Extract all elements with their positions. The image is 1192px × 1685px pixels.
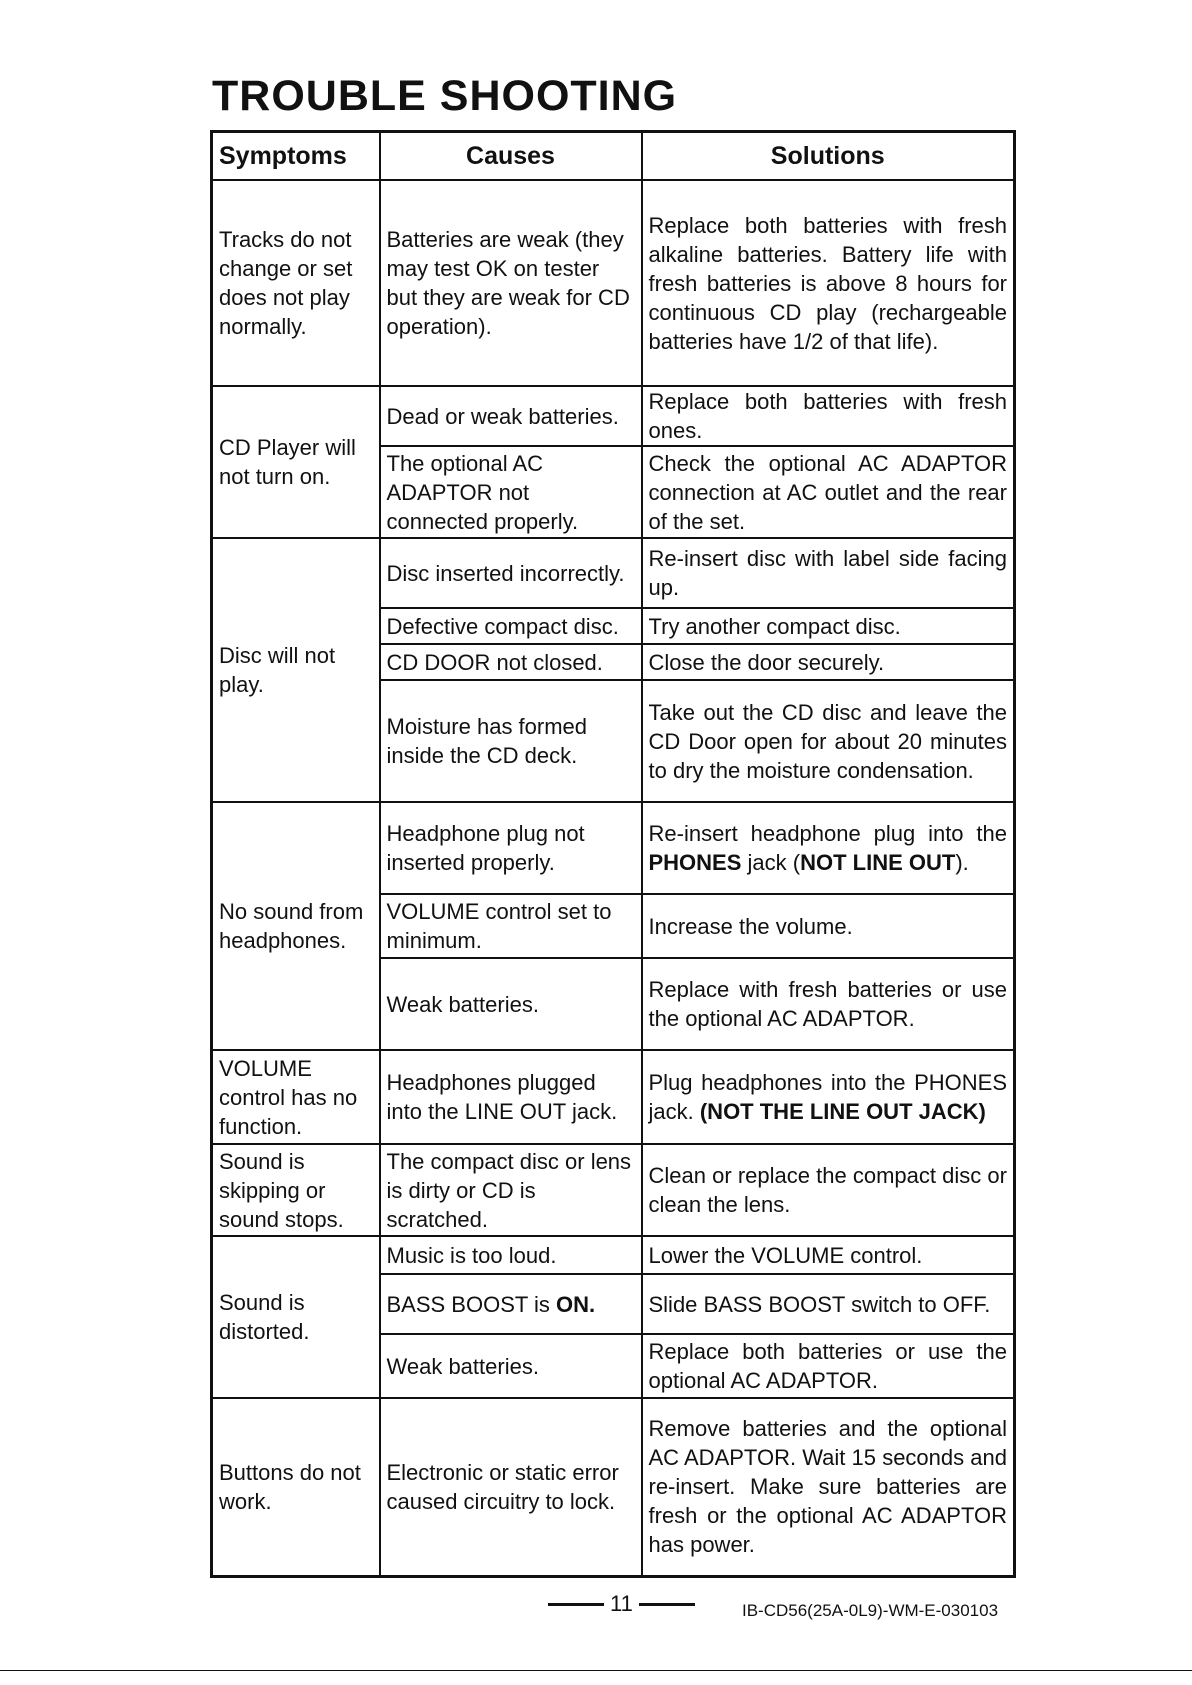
solution-cell: Remove batteries and the optional AC ADAPTOR. Wait 15 seconds and re-insert. Make sure batteries are fresh or the optional AC ADAPTOR has power. bbox=[642, 1398, 1015, 1576]
divider bbox=[0, 1670, 1192, 1671]
solution-text: Plug headphones into the PHONES jack. bbox=[648, 1070, 1007, 1124]
cause-cell: Moisture has formed inside the CD deck. bbox=[380, 680, 642, 802]
solution-cell bbox=[642, 1050, 1015, 1144]
cause-cell: VOLUME control set to minimum. bbox=[380, 894, 642, 958]
solution-cell: Close the door securely. bbox=[642, 644, 1015, 680]
table-row bbox=[212, 1144, 1015, 1236]
document-code: IB-CD56(25A-0L9)-WM-E-030103 bbox=[742, 1601, 999, 1620]
solution-cell: Replace both batteries or use the optional AC ADAPTOR. bbox=[642, 1334, 1015, 1398]
symptom-cell: Sound is distorted. bbox=[212, 1236, 380, 1398]
cause-cell: Weak batteries. bbox=[380, 1334, 642, 1398]
cause-text: BASS BOOST is bbox=[386, 1291, 557, 1317]
solution-cell bbox=[642, 802, 1015, 894]
cause-emphasis: ON. bbox=[556, 1291, 596, 1317]
cause-cell: Music is too loud. bbox=[380, 1236, 642, 1274]
solution-cell: Slide BASS BOOST switch to OFF. bbox=[642, 1274, 1015, 1334]
symptom-cell: CD Player will not turn on. bbox=[212, 386, 380, 538]
symptom-cell: Tracks do not change or set does not play normally. bbox=[212, 180, 380, 386]
table-header-row bbox=[212, 132, 1015, 181]
table-row bbox=[212, 1236, 1015, 1274]
symptom-cell: Disc will not play. bbox=[212, 538, 380, 802]
divider bbox=[639, 1603, 695, 1606]
cause-cell: Defective compact disc. bbox=[380, 608, 642, 644]
table-row bbox=[212, 1398, 1015, 1576]
solution-cell: Replace with fresh batteries or use the optional AC ADAPTOR. bbox=[642, 958, 1015, 1050]
divider bbox=[548, 1603, 604, 1606]
solution-text: Re-insert headphone plug into the bbox=[648, 821, 1007, 846]
cause-cell: The optional AC ADAPTOR not connected properly. bbox=[380, 446, 642, 538]
cause-cell bbox=[380, 1274, 642, 1334]
solution-cell: Replace both batteries with fresh alkaline batteries. Battery life with fresh batteries is above 8 hours for continuous CD play (rechargeable batteries have 1/2 of that life). bbox=[642, 180, 1015, 386]
cause-cell: The compact disc or lens is dirty or CD is scratched. bbox=[380, 1144, 642, 1236]
cause-cell: CD DOOR not closed. bbox=[380, 644, 642, 680]
table-row bbox=[212, 802, 1015, 894]
table-row bbox=[212, 538, 1015, 608]
cause-cell: Weak batteries. bbox=[380, 958, 642, 1050]
cause-cell: Headphone plug not inserted properly. bbox=[380, 802, 642, 894]
solution-cell: Lower the VOLUME control. bbox=[642, 1236, 1015, 1274]
cause-cell: Batteries are weak (they may test OK on tester but they are weak for CD operation). bbox=[380, 180, 642, 386]
solution-cell: Check the optional AC ADAPTOR connection at AC outlet and the rear of the set. bbox=[642, 446, 1015, 538]
table-row bbox=[212, 386, 1015, 446]
header-causes: Causes bbox=[380, 132, 642, 181]
page-number bbox=[548, 1591, 695, 1617]
table-row bbox=[212, 1050, 1015, 1144]
cause-cell: Headphones plugged into the LINE OUT jack. bbox=[380, 1050, 642, 1144]
symptom-cell: Buttons do not work. bbox=[212, 1398, 380, 1576]
solution-cell: Take out the CD disc and leave the CD Door open for about 20 minutes to dry the moisture condensation. bbox=[642, 680, 1015, 802]
solution-cell: Try another compact disc. bbox=[642, 608, 1015, 644]
solution-cell: Replace both batteries with fresh ones. bbox=[642, 386, 1015, 446]
page-number-text: 11 bbox=[610, 1591, 633, 1616]
header-solutions: Solutions bbox=[642, 132, 1015, 181]
solution-cell: Increase the volume. bbox=[642, 894, 1015, 958]
symptom-cell: VOLUME control has no function. bbox=[212, 1050, 380, 1144]
cause-cell: Electronic or static error caused circuitry to lock. bbox=[380, 1398, 642, 1576]
cause-cell: Dead or weak batteries. bbox=[380, 386, 642, 446]
cause-cell: Disc inserted incorrectly. bbox=[380, 538, 642, 608]
solution-cell: Clean or replace the compact disc or clean the lens. bbox=[642, 1144, 1015, 1236]
page-title: TROUBLE SHOOTING bbox=[212, 72, 678, 120]
solution-emphasis: NOT LINE OUT bbox=[800, 850, 956, 875]
solution-emphasis: PHONES bbox=[648, 850, 742, 875]
solution-cell: Re-insert disc with label side facing up. bbox=[642, 538, 1015, 608]
trouble-shooting-table bbox=[210, 130, 1016, 1578]
table-row bbox=[212, 180, 1015, 386]
solution-text: jack ( bbox=[741, 850, 801, 875]
symptom-cell: No sound from headphones. bbox=[212, 802, 380, 1050]
solution-text: ). bbox=[955, 850, 969, 875]
header-symptoms: Symptoms bbox=[212, 132, 380, 181]
solution-emphasis: (NOT THE LINE OUT JACK) bbox=[699, 1099, 986, 1124]
symptom-cell: Sound is skipping or sound stops. bbox=[212, 1144, 380, 1236]
